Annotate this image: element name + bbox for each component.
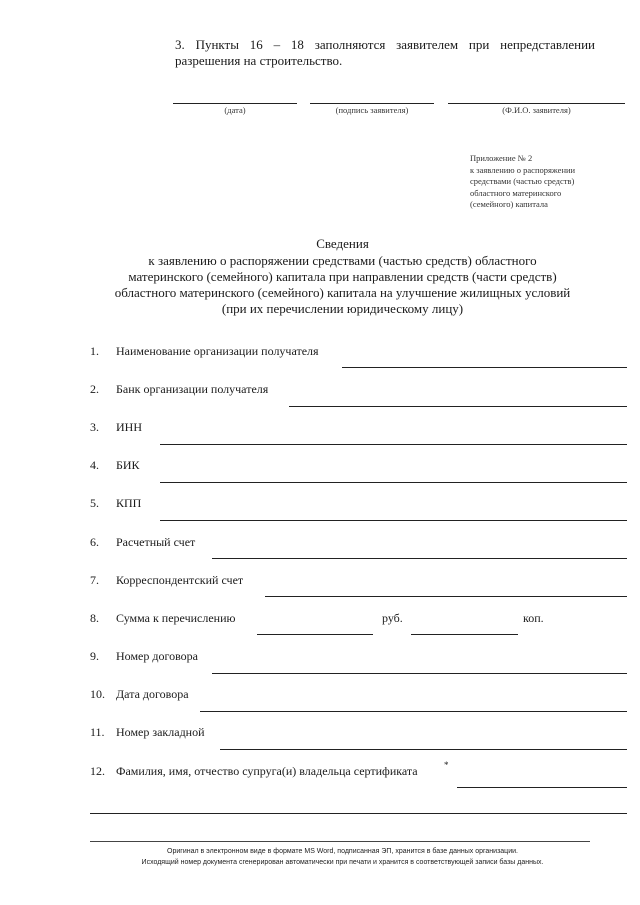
annex-line: средствами (частью средств): [470, 176, 575, 186]
bik-field[interactable]: [160, 482, 627, 483]
recipient-bank-field[interactable]: [289, 406, 627, 407]
field-number: 7.: [90, 573, 99, 587]
settlement-account-field[interactable]: [212, 558, 627, 559]
amount-rub-field[interactable]: [257, 634, 373, 635]
field-number: 8.: [90, 611, 99, 625]
recipient-name-field[interactable]: [342, 367, 627, 368]
footer-line: Оригинал в электронном виде в формате MS Word, подписанная ЭП, хранится в базе данных организации.: [167, 848, 518, 855]
subtitle-line: материнского (семейного) капитала при направлении средств (части средств): [128, 269, 557, 284]
correspondent-account-field[interactable]: [265, 596, 627, 597]
field-label: ИНН: [116, 420, 142, 434]
field-number: 2.: [90, 382, 99, 396]
subtitle-line: (при их перечислении юридическому лицу): [221, 301, 464, 316]
spouse-name-field[interactable]: [457, 787, 627, 788]
annex-line: областного материнского: [470, 187, 562, 198]
field-label: Номер договора: [116, 649, 198, 663]
signature-caption: (подпись заявителя): [335, 105, 409, 115]
annex-line: Приложение № 2: [470, 153, 533, 163]
field-label: КПП: [116, 496, 142, 510]
contract-date-field[interactable]: [200, 711, 627, 712]
footnote-mark: *: [444, 760, 449, 770]
document-subtitle: [60, 253, 625, 317]
note-paragraph: 3. Пункты 16 – 18 заполняются заявителем при непредставлении разрешения на строительство.: [175, 37, 595, 68]
field-number: 11.: [90, 725, 105, 739]
field-number: 9.: [90, 649, 99, 663]
annex-line: (семейного) капитала: [470, 199, 548, 209]
field-number: 5.: [90, 496, 99, 510]
footer-note: [60, 846, 625, 868]
contract-number-field[interactable]: [212, 673, 627, 674]
fio-line: [448, 103, 625, 104]
field-number: 10.: [90, 687, 105, 701]
amount-kop-field[interactable]: [411, 634, 518, 635]
inn-field[interactable]: [160, 444, 627, 445]
field-number: 1.: [90, 344, 99, 358]
annex-line: к заявлению о распоряжении: [470, 164, 576, 175]
footer-line: Исходящий номер документа сгенерирован автоматически при печати и хранится в соответствующей записи базы данных.: [141, 859, 544, 866]
kop-label: коп.: [523, 611, 544, 625]
date-line: [173, 103, 297, 104]
field-number: 6.: [90, 535, 99, 549]
annex-block: [470, 153, 630, 211]
field-label: Дата договора: [116, 687, 189, 701]
field-label: Расчетный счет: [116, 535, 196, 549]
field-label: Фамилия, имя, отчество супруга(и) владельца сертификата: [116, 764, 418, 778]
rub-label: руб.: [382, 611, 403, 625]
field-label: Банк организации получателя: [116, 382, 269, 396]
fio-caption: (Ф.И.О. заявителя): [502, 105, 571, 115]
field-label: Сумма к перечислению: [116, 611, 236, 625]
subtitle-line: областного материнского (семейного) капитала на улучшение жилищных условий: [114, 285, 571, 300]
field-label: Наименование организации получателя: [116, 344, 319, 358]
date-caption: (дата): [224, 105, 246, 115]
mortgage-number-field[interactable]: [220, 749, 627, 750]
footer-divider: [90, 841, 590, 842]
field-label: Номер закладной: [116, 725, 205, 739]
spouse-name-continuation-line[interactable]: [90, 813, 627, 814]
field-number: 12.: [90, 764, 105, 778]
field-label: Корреспондентский счет: [116, 573, 244, 587]
kpp-field[interactable]: [160, 520, 627, 521]
document-title: Сведения: [316, 236, 369, 251]
subtitle-line: к заявлению о распоряжении средствами (частью средств) областного: [148, 253, 537, 268]
field-label: БИК: [116, 458, 140, 472]
signature-line: [310, 103, 434, 104]
field-number: 3.: [90, 420, 99, 434]
field-number: 4.: [90, 458, 99, 472]
